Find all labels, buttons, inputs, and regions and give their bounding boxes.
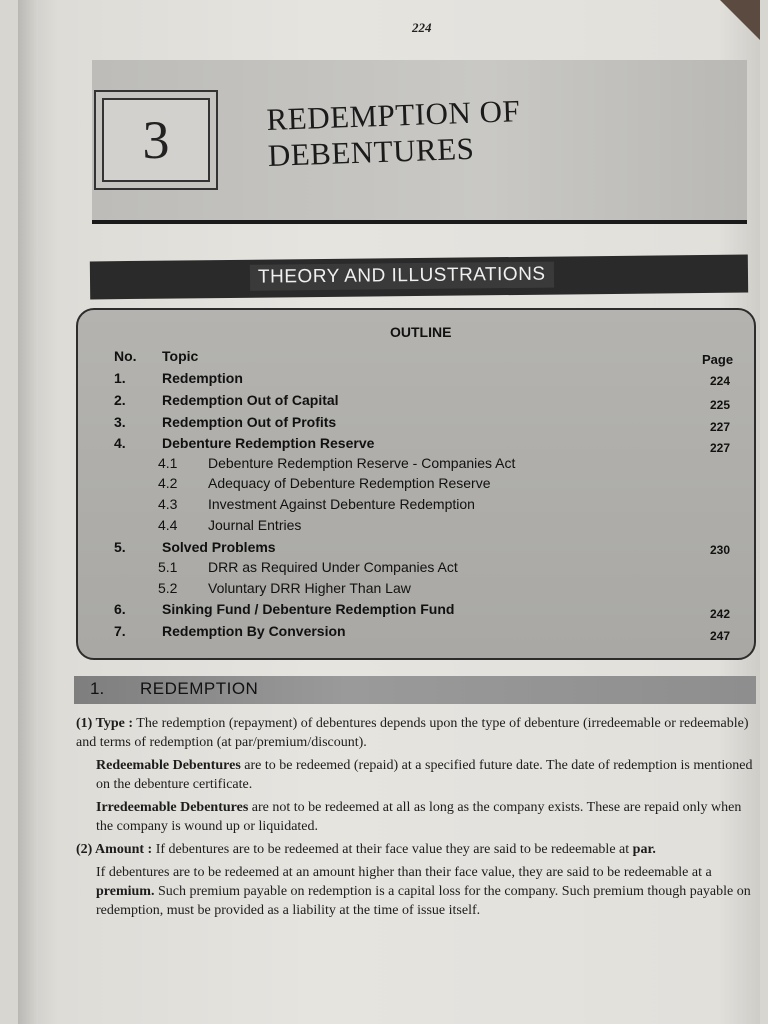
outline-subrow-topic: DRR as Required Under Companies Act: [208, 559, 458, 575]
chapter-number-frame: [94, 90, 218, 190]
paragraph-irredeemable: [76, 798, 760, 836]
outline-row-no: 4.: [114, 435, 126, 451]
outline-row-no: 3.: [114, 414, 126, 430]
redeemable-label: Redeemable Debentures: [96, 758, 241, 773]
page-corner: [720, 0, 760, 40]
outline-row-no: 5.: [114, 539, 126, 555]
outline-row-topic: Redemption: [162, 370, 243, 386]
paragraph-amount: [76, 840, 760, 859]
body-text: [76, 714, 760, 924]
outline-row: [78, 623, 754, 643]
outline-row-topic: Redemption Out of Profits: [162, 414, 337, 430]
amount-label: (2) Amount :: [76, 842, 153, 857]
outline-row-no: 7.: [114, 623, 126, 639]
paragraph-type: [76, 714, 760, 752]
chapter-title-line1: REDEMPTION OF: [266, 93, 521, 137]
amount-text: If debentures are to be redeemed at their face value they are said to be redeemable at: [155, 842, 630, 857]
outline-header-no: No.: [114, 348, 137, 364]
outline-subrow-no: 4.3: [158, 496, 178, 512]
outline-row: [78, 601, 754, 621]
outline-subrow-topic: Investment Against Debenture Redemption: [208, 496, 475, 512]
outline-subrow-no: 5.2: [158, 580, 178, 596]
outline-row-page: 225: [710, 398, 731, 412]
irredeemable-text: are not to be redeemed at all as long as the company exists. These are repaid only when the company is wound up or liquidated.: [96, 800, 742, 834]
section-banner-label: THEORY AND ILLUSTRATIONS: [250, 262, 554, 291]
outline-row-page: 230: [710, 543, 731, 557]
outline-row-page: 242: [710, 607, 731, 621]
outline-row-topic: Redemption By Conversion: [162, 623, 346, 639]
section-heading: [74, 676, 756, 704]
outline-row-page: 227: [710, 420, 731, 434]
type-label: (1) Type :: [76, 716, 134, 731]
outline-subrow-no: 4.1: [158, 455, 178, 471]
outline-row: [78, 539, 754, 559]
outline-subrow: [78, 455, 754, 475]
chapter-number: 3: [102, 98, 210, 182]
outline-subrow-topic: Voluntary DRR Higher Than Law: [208, 580, 411, 596]
outline-box: [76, 308, 756, 660]
outline-row: [78, 392, 754, 412]
outline-header-page: Page: [702, 352, 734, 367]
outline-row: [78, 414, 754, 434]
section-number: 1.: [90, 679, 105, 698]
outline-row-topic: Redemption Out of Capital: [162, 392, 339, 408]
outline-subrow-topic: Adequacy of Debenture Redemption Reserve: [208, 475, 491, 491]
outline-subrow: [78, 496, 754, 516]
outline-subrow-topic: Journal Entries: [208, 517, 302, 533]
outline-subrow: [78, 580, 754, 600]
outline-row-topic: Solved Problems: [162, 539, 276, 555]
outline-subrow-topic: Debenture Redemption Reserve - Companies Act: [208, 455, 516, 471]
outline-row-page: 247: [710, 629, 731, 643]
premium-text-1: If debentures are to be redeemed at an amount higher than their face value, they are said to be redeemable at a: [96, 865, 712, 880]
paragraph-premium: [76, 863, 760, 920]
outline-row-no: 1.: [114, 370, 126, 386]
chapter-title-line2: DEBENTURES: [267, 130, 475, 173]
outline-header-topic: Topic: [162, 348, 199, 364]
type-text: The redemption (repayment) of debentures depends upon the type of debenture (irredeemable or redeemable) and terms of redemption (at par/premium/discount).: [76, 716, 749, 750]
outline-subrow-no: 4.2: [158, 475, 178, 491]
paragraph-redeemable: [76, 756, 760, 794]
outline-row-page: 227: [710, 441, 731, 455]
page-number: 224: [412, 20, 432, 35]
outline-subrow: [78, 517, 754, 537]
section-banner: [90, 255, 748, 300]
outline-row-no: 6.: [114, 601, 126, 617]
chapter-title: [266, 93, 522, 174]
amount-par: par.: [632, 842, 656, 857]
outline-row-no: 2.: [114, 392, 126, 408]
outline-row-page: 224: [710, 374, 731, 388]
outline-row-topic: Debenture Redemption Reserve: [162, 435, 375, 451]
outline-row-topic: Sinking Fund / Debenture Redemption Fund: [162, 601, 455, 617]
redeemable-text: are to be redeemed (repaid) at a specified future date. The date of redemption is mentioned on the debenture certificate.: [96, 758, 753, 792]
outline-row: [78, 435, 754, 455]
section-title: REDEMPTION: [140, 679, 259, 698]
outline-subrow-no: 5.1: [158, 559, 178, 575]
irredeemable-label: Irredeemable Debentures: [96, 800, 249, 815]
outline-subrow-no: 4.4: [158, 517, 178, 533]
page-binding: [18, 0, 38, 1024]
outline-title: OUTLINE: [390, 324, 452, 340]
outline-row: [78, 370, 754, 390]
premium-word: premium.: [96, 884, 155, 899]
outline-subrow: [78, 559, 754, 579]
outline-subrow: [78, 475, 754, 495]
premium-text-2: Such premium payable on redemption is a capital loss for the company. Such premium though payable on redemption, must be provided as a liability at the time of issue itself.: [96, 884, 751, 918]
